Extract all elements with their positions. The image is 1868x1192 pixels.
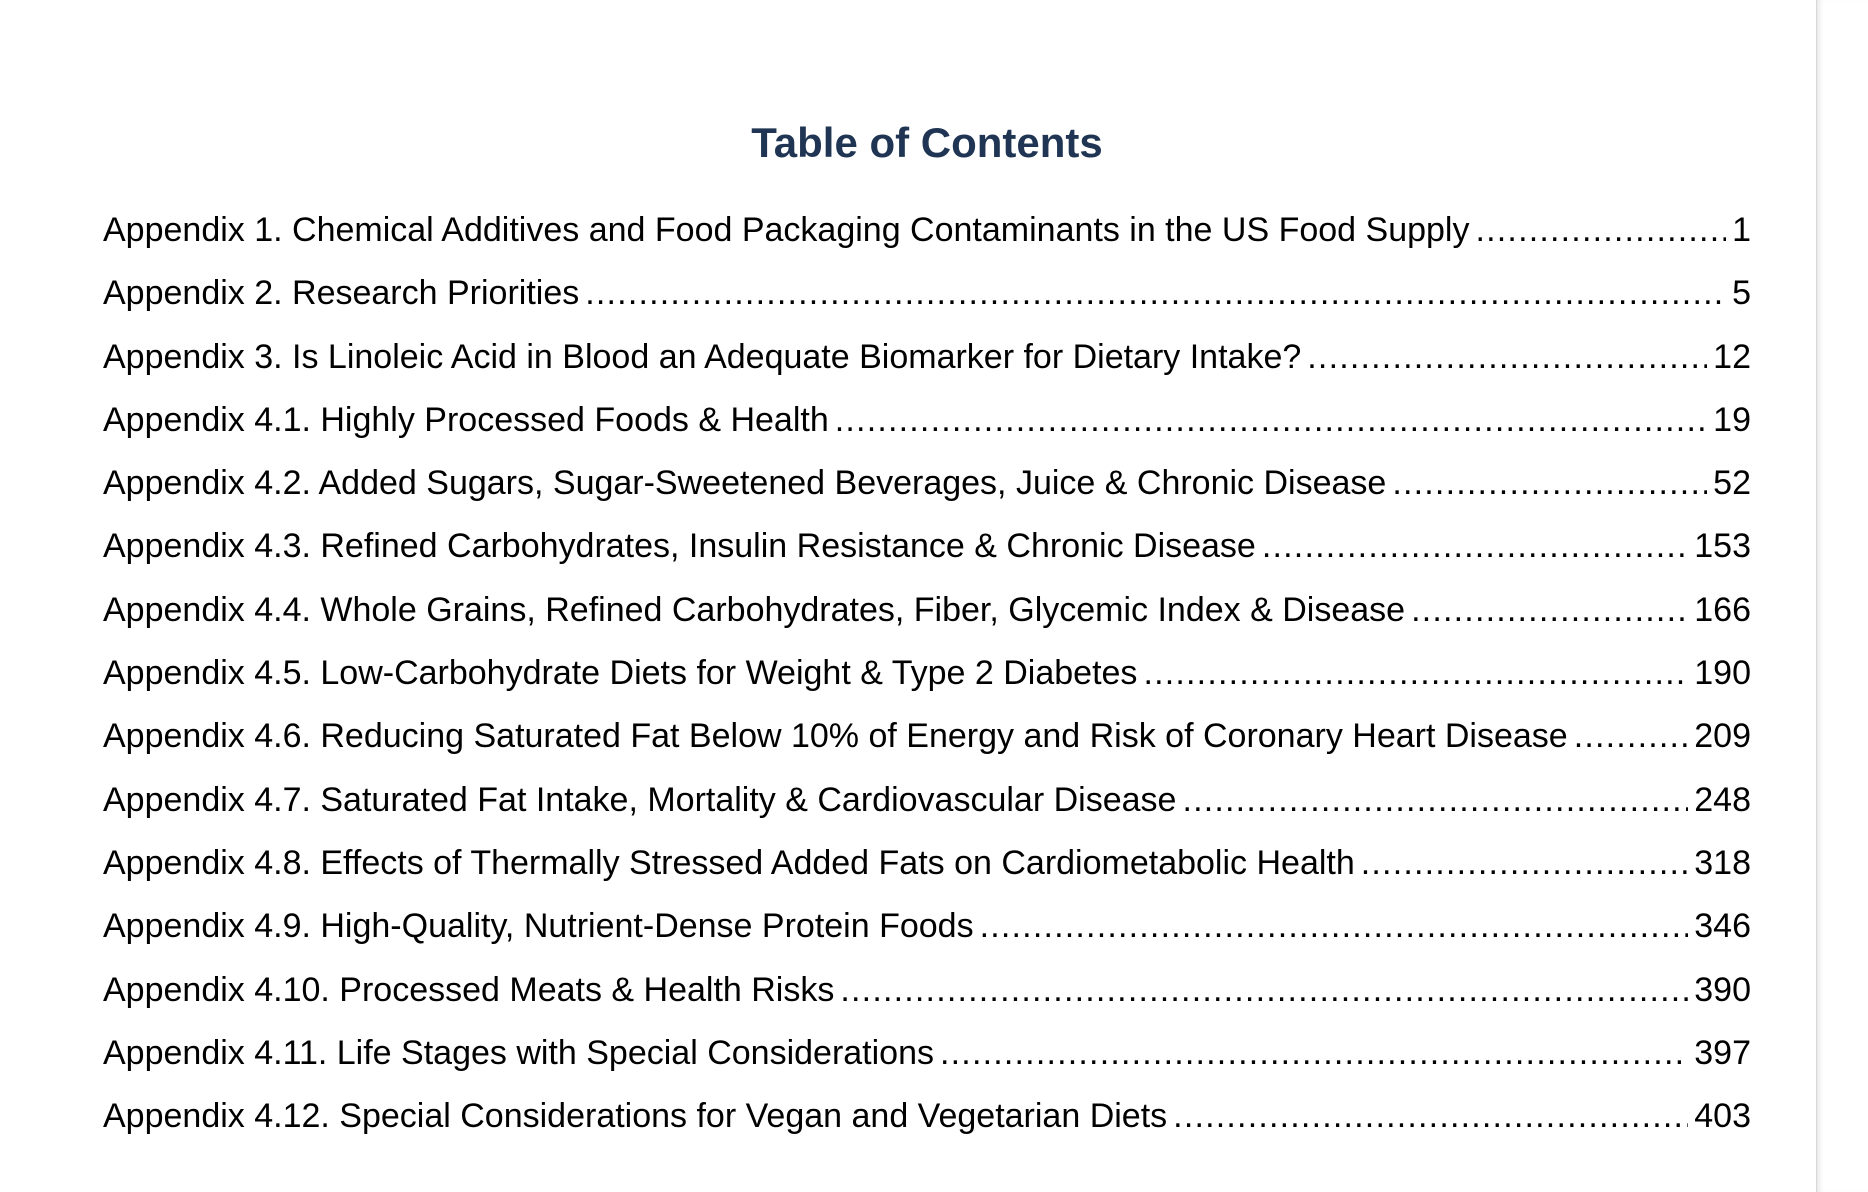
toc-entry-appendix-4-11[interactable]: [103, 1027, 1751, 1090]
toc-entry-page-number: 52: [1713, 464, 1751, 503]
toc-entry-appendix-4-1[interactable]: [103, 394, 1751, 457]
dot-leader: [1361, 841, 1689, 893]
dot-leader: [1173, 1094, 1688, 1146]
toc-entry-page-number: 318: [1694, 843, 1751, 882]
toc-entry-label: Appendix 4.9. High-Quality, Nutrient-Dense Protein Foods: [103, 907, 974, 946]
dot-leader: [1182, 778, 1688, 830]
toc-entry-label: Appendix 4.10. Processed Meats & Health Risks: [103, 970, 835, 1009]
toc-entry-appendix-4-10[interactable]: [103, 964, 1751, 1027]
toc-entry-appendix-4-6[interactable]: [103, 710, 1751, 773]
toc-entry-page-number: 397: [1694, 1033, 1751, 1072]
toc-entry-label: Appendix 4.1. Highly Processed Foods & Health: [103, 400, 829, 439]
toc-entry-page-number: 1: [1732, 211, 1751, 249]
dot-leader: [1475, 208, 1726, 260]
toc-entry-page-number: 190: [1694, 654, 1751, 693]
toc-entry-page-number: 5: [1732, 274, 1751, 313]
toc-entry-page-number: 209: [1694, 717, 1751, 756]
dot-leader: [835, 398, 1707, 450]
toc-entry-page-number: 346: [1694, 907, 1751, 946]
toc-entry-appendix-4-2[interactable]: [103, 457, 1751, 520]
toc-entry-label: Appendix 4.12. Special Considerations for Vegan and Vegetarian Diets: [103, 1097, 1168, 1136]
dot-leader: [980, 904, 1689, 956]
toc-entry-label: Appendix 3. Is Linoleic Acid in Blood an Adequate Biomarker for Dietary Intake?: [103, 337, 1302, 376]
toc-entry-page-number: 390: [1694, 970, 1751, 1009]
toc-entry-appendix-2[interactable]: [103, 267, 1751, 330]
dot-leader: [840, 968, 1688, 1020]
table-of-contents: [103, 204, 1751, 1153]
page-title: Table of Contents: [751, 119, 1103, 166]
toc-entry-label: Appendix 2. Research Priorities: [103, 274, 580, 313]
toc-entry-label: Appendix 4.3. Refined Carbohydrates, Insulin Resistance & Chronic Disease: [103, 527, 1256, 566]
toc-entry-page-number: 166: [1694, 590, 1751, 629]
toc-entry-label: Appendix 4.5. Low-Carbohydrate Diets for Weight & Type 2 Diabetes: [103, 654, 1138, 693]
dot-leader: [1307, 335, 1707, 387]
toc-entry-appendix-3[interactable]: [103, 331, 1751, 394]
toc-entry-page-number: 248: [1694, 780, 1751, 819]
dot-leader: [1574, 714, 1689, 766]
dot-leader: [1143, 651, 1688, 703]
toc-entry-appendix-1[interactable]: [103, 204, 1751, 267]
dot-leader: [1262, 524, 1688, 576]
toc-entry-appendix-4-3[interactable]: [103, 520, 1751, 583]
toc-entry-label: Appendix 4.2. Added Sugars, Sugar-Sweetened Beverages, Juice & Chronic Disease: [103, 464, 1387, 503]
toc-entry-appendix-4-4[interactable]: [103, 584, 1751, 647]
toc-entry-page-number: 153: [1694, 527, 1751, 566]
page-edge: [1816, 0, 1868, 1192]
toc-entry-appendix-4-8[interactable]: [103, 837, 1751, 900]
toc-entry-appendix-4-5[interactable]: [103, 647, 1751, 710]
dot-leader: [1392, 461, 1707, 513]
toc-entry-appendix-4-9[interactable]: [103, 900, 1751, 963]
toc-entry-appendix-4-12[interactable]: [103, 1090, 1751, 1153]
toc-entry-label: Appendix 4.11. Life Stages with Special Considerations: [103, 1033, 934, 1072]
toc-entry-appendix-4-7[interactable]: [103, 774, 1751, 837]
toc-entry-label: Appendix 4.7. Saturated Fat Intake, Mortality & Cardiovascular Disease: [103, 780, 1177, 819]
dot-leader: [940, 1031, 1688, 1083]
toc-entry-label: Appendix 4.8. Effects of Thermally Stressed Added Fats on Cardiometabolic Health: [103, 843, 1355, 882]
toc-entry-label: Appendix 4.6. Reducing Saturated Fat Below 10% of Energy and Risk of Coronary Heart Disease: [103, 717, 1568, 756]
dot-leader: [1411, 588, 1688, 640]
toc-entry-label: Appendix 1. Chemical Additives and Food Packaging Contaminants in the US Food Supply: [103, 211, 1470, 249]
toc-entry-page-number: 19: [1713, 400, 1751, 439]
toc-entry-page-number: 12: [1713, 337, 1751, 376]
toc-entry-label: Appendix 4.4. Whole Grains, Refined Carbohydrates, Fiber, Glycemic Index & Disease: [103, 590, 1406, 629]
toc-entry-page-number: 403: [1694, 1097, 1751, 1136]
dot-leader: [585, 271, 1726, 323]
